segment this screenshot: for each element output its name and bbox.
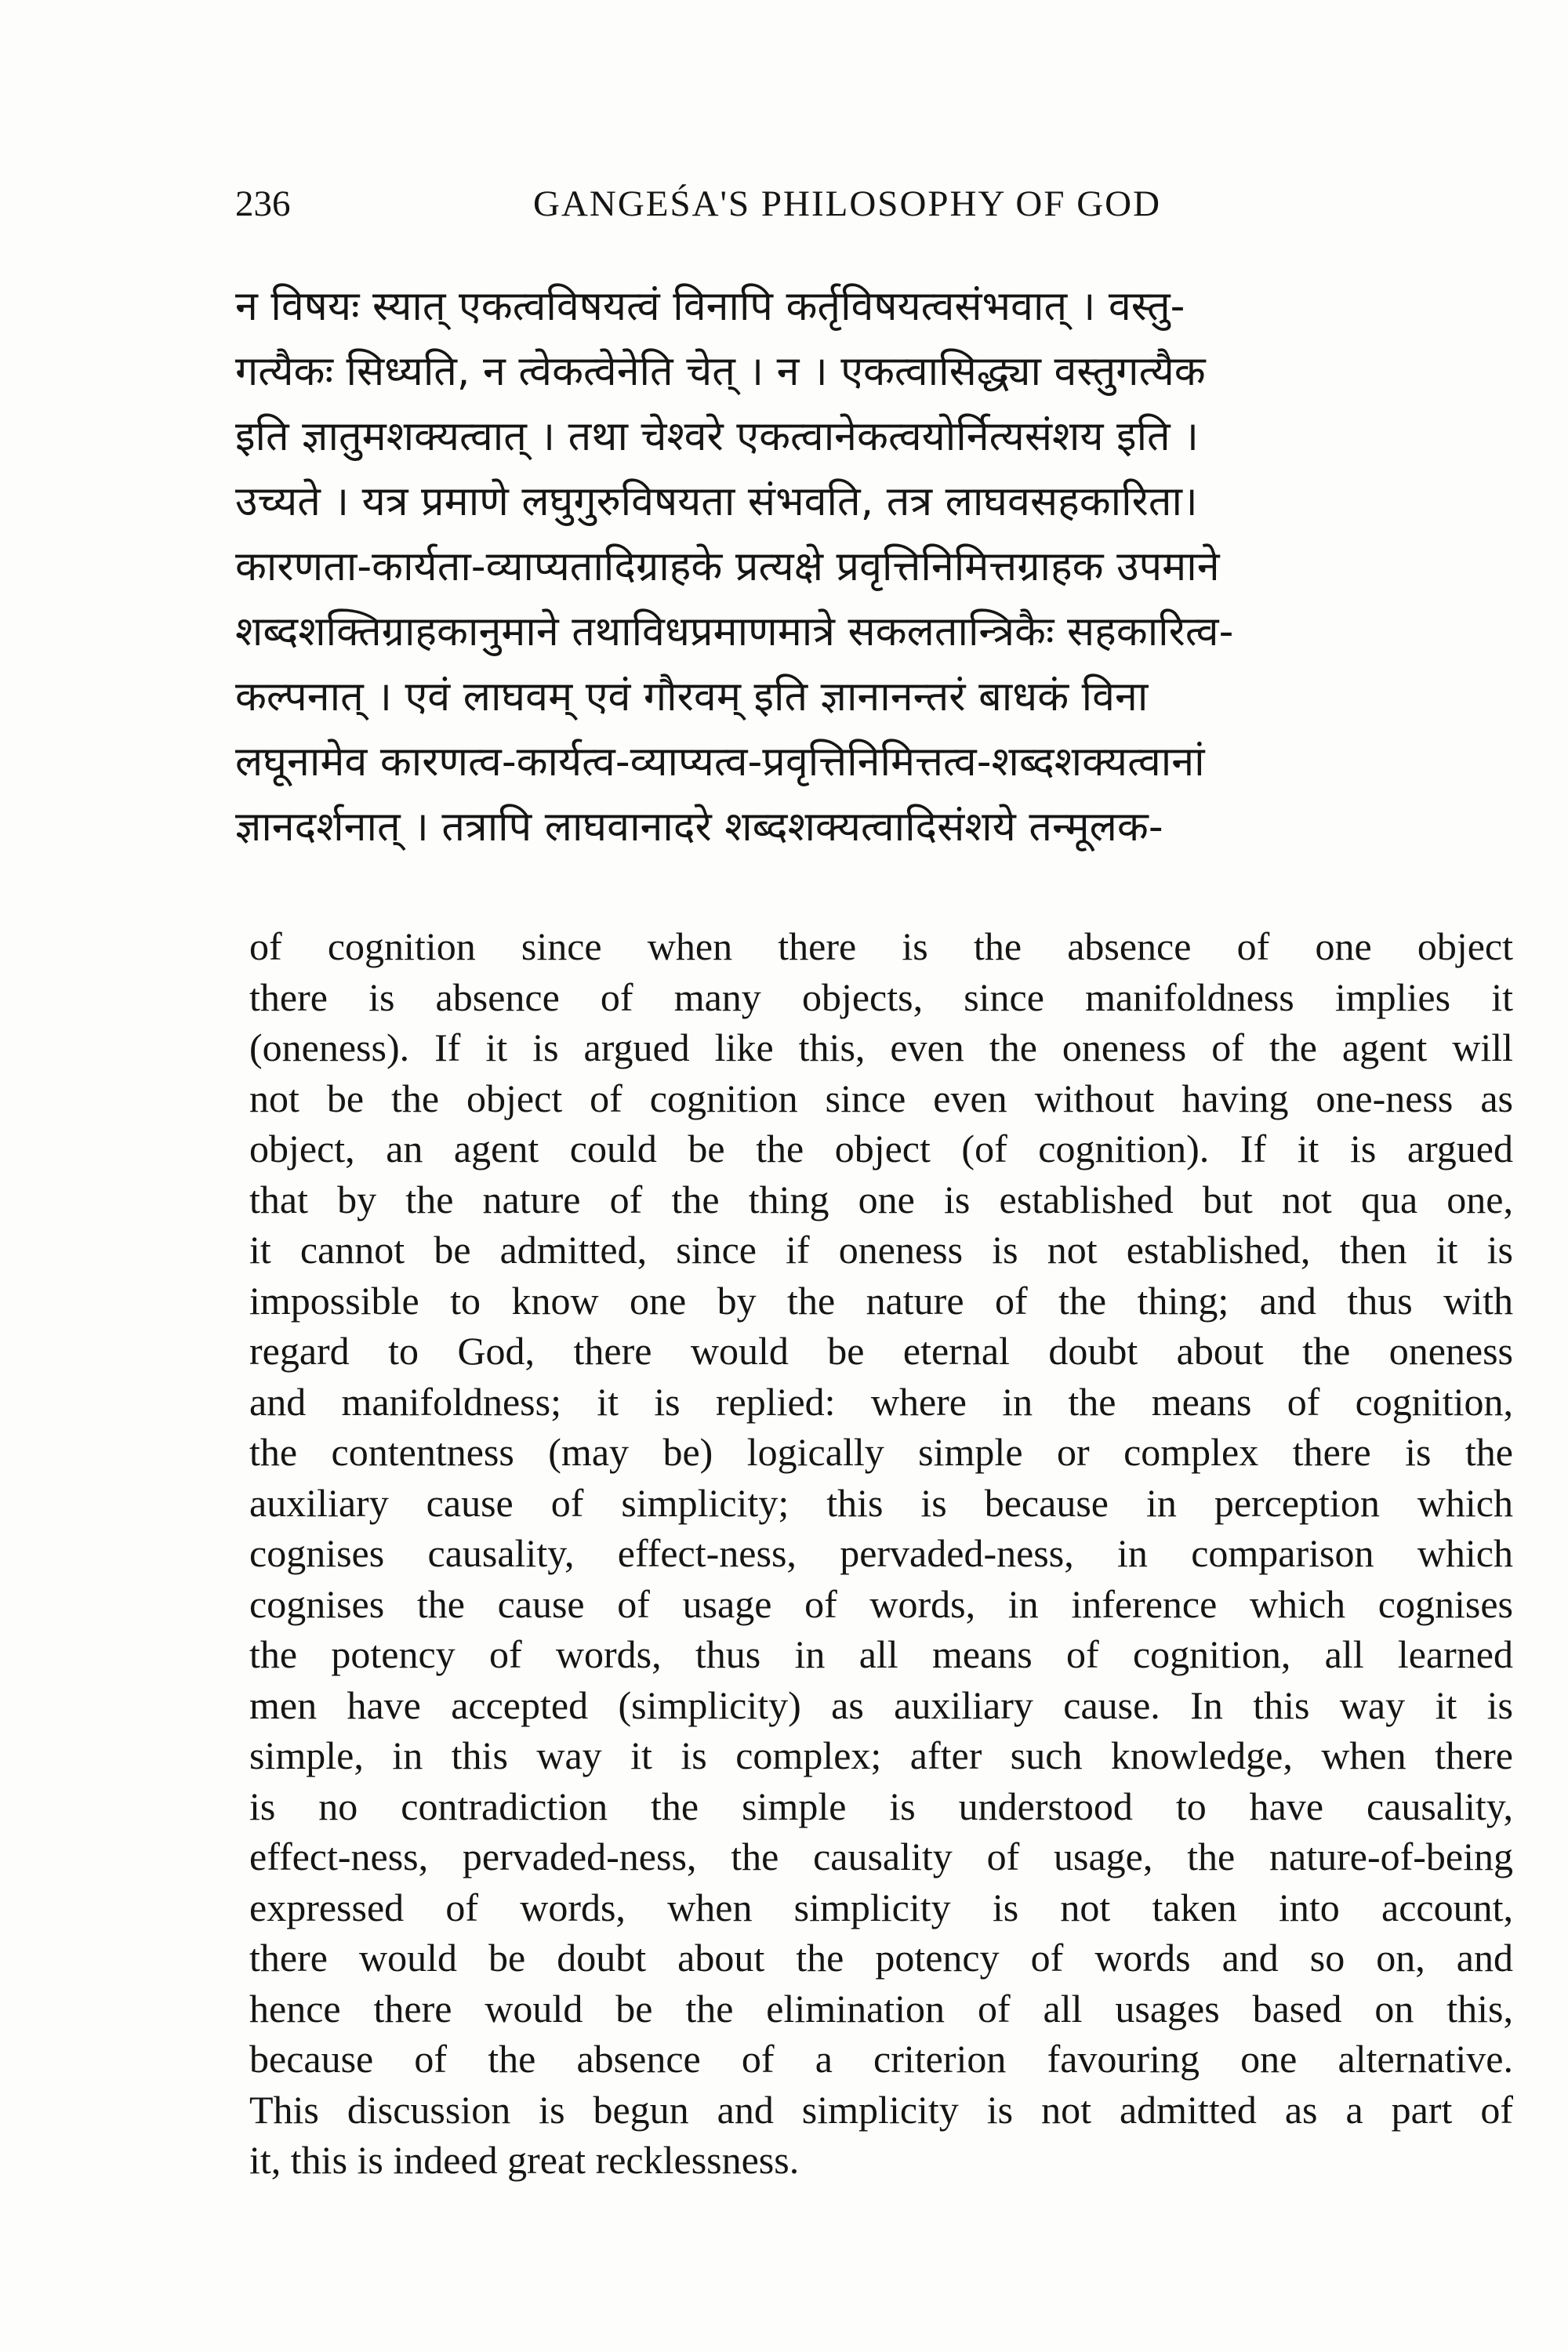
running-title: GANGEŚA'S PHILOSOPHY OF GOD	[533, 183, 1162, 224]
translation-line: This discussion is begun and simplicity is not admitted as a part of	[249, 2087, 1513, 2132]
sanskrit-line: ज्ञानदर्शनात् । तत्रापि लाघवानादरे शब्दशक्यत्वादिसंशये तन्मूलक-	[235, 804, 1163, 851]
english-translation	[249, 921, 1513, 2186]
translation-line: there is absence of many objects, since manifoldness implies it	[249, 975, 1513, 1019]
sanskrit-line: इति ज्ञातुमशक्यत्वात् । तथा चेश्वरे एकत्वानेकत्वयोर्नित्यसंशय इति ।	[235, 413, 1199, 460]
translation-line: (oneness). If it is argued like this, even the oneness of the agent will	[249, 1025, 1513, 1069]
translation-line: auxiliary cause of simplicity; this is because in perception which	[249, 1480, 1513, 1525]
sanskrit-passage	[235, 274, 1505, 860]
sanskrit-line: कल्पनात् । एवं लाघवम् एवं गौरवम् इति ज्ञानानन्तरं बाधकं विना	[235, 673, 1149, 720]
translation-line: it, this is indeed great recklessness.	[249, 2138, 800, 2182]
translation-line: cognises causality, effect-ness, pervaded-ness, in comparison which	[249, 1531, 1513, 1575]
translation-line: effect-ness, pervaded-ness, the causality of usage, the nature-of-being	[249, 1835, 1513, 1878]
translation-line: and manifoldness; it is replied: where in the means of cognition,	[249, 1379, 1513, 1424]
translation-line: men have accepted (simplicity) as auxiliary cause. In this way it is	[249, 1682, 1513, 1727]
translation-line: of cognition since when there is the absence of one object	[249, 924, 1513, 968]
translation-line: simple, in this way it is complex; after such knowledge, when there	[249, 1733, 1513, 1777]
translation-line: object, an agent could be the object (of cognition). If it is argued	[249, 1127, 1513, 1171]
sanskrit-line: कारणता-कार्यता-व्याप्यतादिग्राहके प्रत्यक्षे प्रवृत्तिनिमित्तग्राहक उपमाने	[235, 543, 1220, 590]
running-head	[235, 176, 1505, 231]
translation-line: the potency of words, thus in all means of cognition, all learned	[249, 1632, 1513, 1676]
sanskrit-line: न विषयः स्यात् एकत्वविषयत्वं विनापि कर्तृविषयत्वसंभवात् । वस्तु-	[235, 283, 1185, 330]
sanskrit-line: गत्यैकः सिध्यति, न त्वेकत्वेनेति चेत् । न । एकत्वासिद्ध्या वस्तुगत्यैक	[235, 348, 1206, 395]
sanskrit-line: शब्दशक्तिग्राहकानुमाने तथाविधप्रमाणमात्रे सकलतान्त्रिकैः सहकारित्व-	[235, 608, 1234, 655]
translation-line: the contentness (may be) logically simple or complex there is the	[249, 1430, 1513, 1474]
translation-line: it cannot be admitted, since if oneness is not established, then it is	[249, 1228, 1513, 1272]
sanskrit-line: लघूनामेव कारणत्व-कार्यत्व-व्याप्यत्व-प्रवृत्तिनिमित्तत्व-शब्दशक्यत्वानां	[235, 739, 1205, 786]
translation-line: expressed of words, when simplicity is not taken into account,	[249, 1885, 1513, 1929]
translation-line: not be the object of cognition since even without having one-ness as	[249, 1076, 1513, 1120]
translation-line: hence there would be the elimination of all usages based on this,	[249, 1986, 1513, 2031]
translation-line: that by the nature of the thing one is established but not qua one,	[249, 1177, 1513, 1221]
translation-line: is no contradiction the simple is understood to have causality,	[249, 1784, 1513, 1828]
sanskrit-line: उच्यते । यत्र प्रमाणे लघुगुरुविषयता संभवति, तत्र लाघवसहकारिता।	[235, 478, 1198, 525]
translation-line: impossible to know one by the nature of the thing; and thus with	[249, 1278, 1513, 1323]
translation-line: regard to God, there would be eternal doubt about the oneness	[249, 1329, 1513, 1373]
translation-line: because of the absence of a criterion favouring one alternative.	[249, 2037, 1513, 2081]
page-number: 236	[235, 183, 291, 224]
translation-line: cognises the cause of usage of words, in inference which cognises	[249, 1581, 1513, 1626]
translation-line: there would be doubt about the potency of words and so on, and	[249, 1936, 1513, 1980]
